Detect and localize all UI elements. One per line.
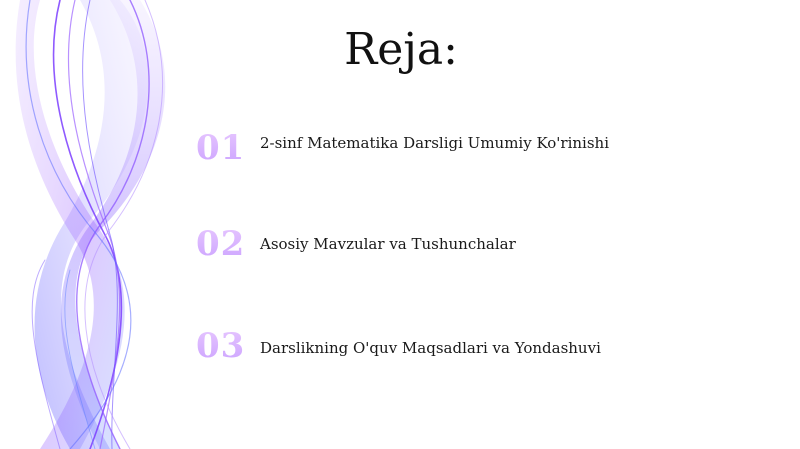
item-number-3: 03 xyxy=(196,326,256,366)
item-number-1: 01 xyxy=(196,128,256,168)
item-text-2: Asosiy Mavzular va Tushunchalar xyxy=(260,235,516,253)
page-title: Reja: xyxy=(344,24,458,75)
abstract-wave-decoration xyxy=(0,0,200,449)
item-text-1: 2-sinf Matematika Darsligi Umumiy Ko'rinishi xyxy=(260,134,610,152)
item-text-3: Darslikning O'quv Maqsadlari va Yondashuvi xyxy=(260,339,601,357)
item-number-2: 02 xyxy=(196,224,256,264)
